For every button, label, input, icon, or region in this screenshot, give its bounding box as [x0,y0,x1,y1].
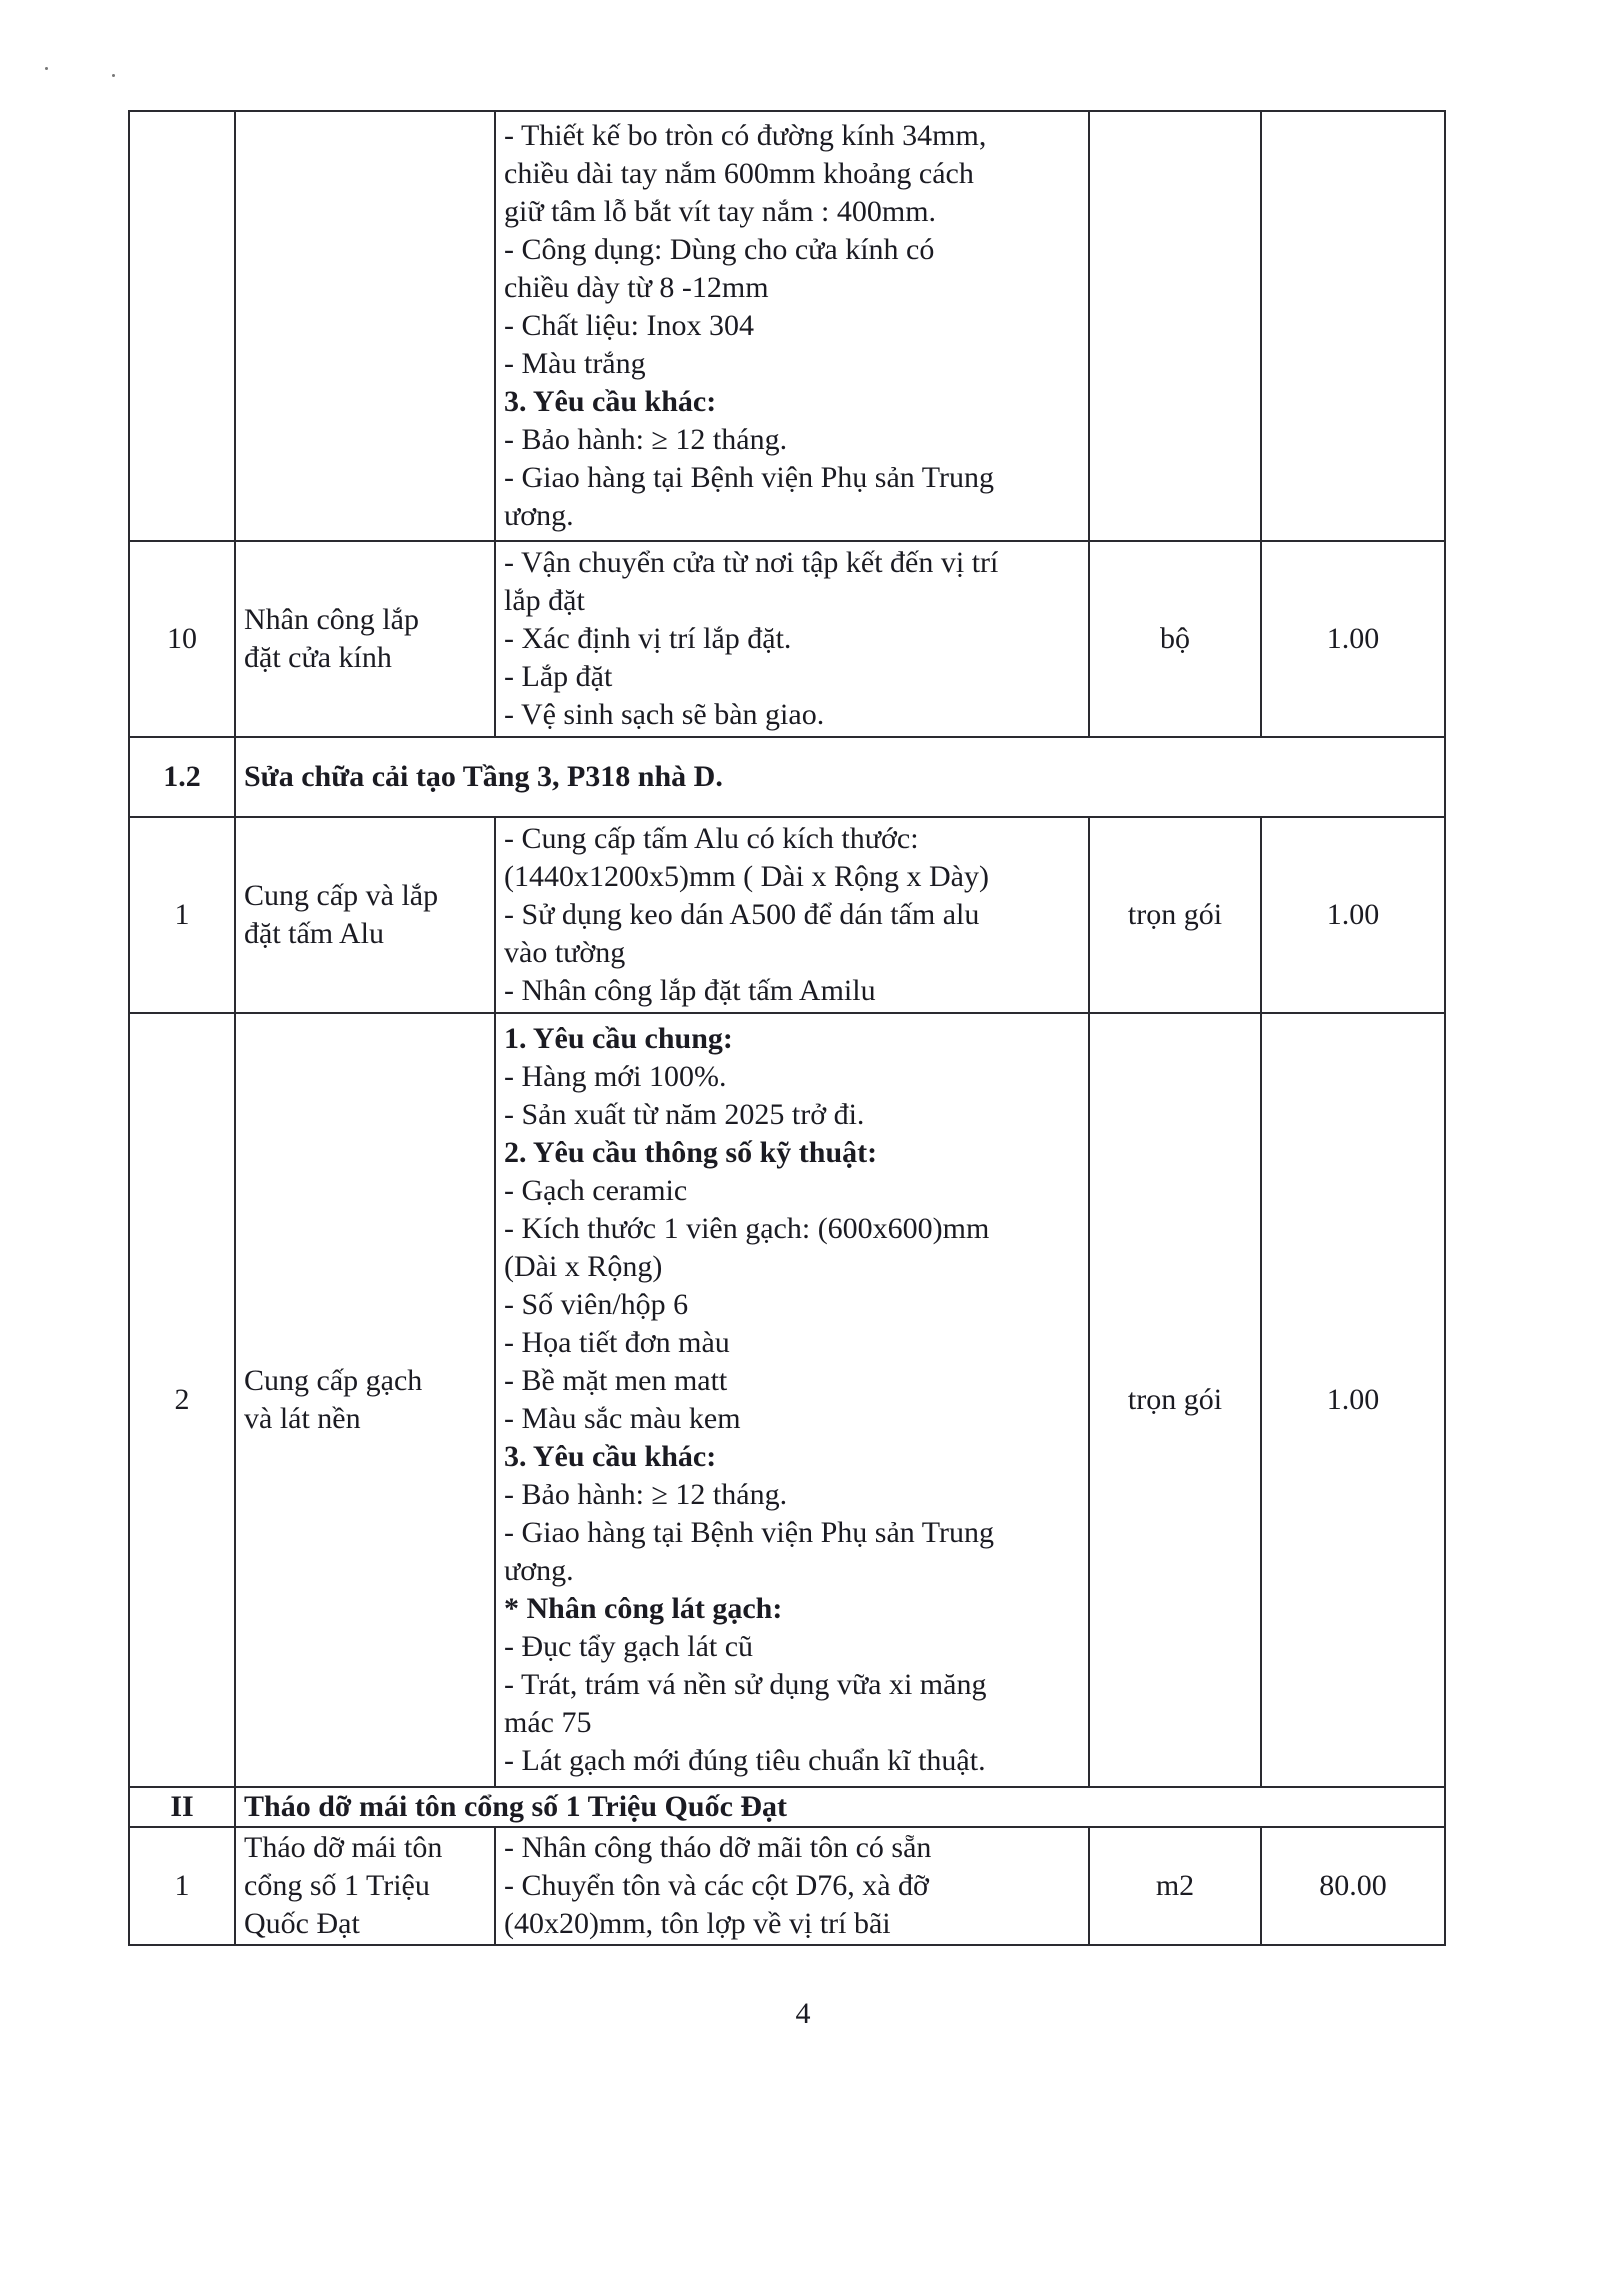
description-line: lắp đặt [504,584,585,617]
item-description [495,111,1089,541]
item-unit: m2 [1089,1827,1261,1945]
description-line: vào tường [504,936,626,969]
row-number: 10 [129,541,235,737]
item-name-line: Tháo dỡ mái tôn [244,1831,443,1864]
description-line: - Bảo hành: ≥ 12 tháng. [504,1478,788,1511]
scan-speck [112,74,115,77]
description-line: - Xác định vị trí lắp đặt. [504,622,792,655]
section-row [129,1787,1445,1827]
table-row [129,1013,1445,1787]
description-line: (Dài x Rộng) [504,1250,663,1283]
item-quantity: 1.00 [1261,541,1445,737]
description-line: - Đục tẩy gạch lát cũ [504,1630,754,1663]
description-line: - Bảo hành: ≥ 12 tháng. [504,423,788,456]
description-line: - Giao hàng tại Bệnh viện Phụ sản Trung [504,1516,994,1549]
table-row [129,817,1445,1013]
item-name-line: đặt cửa kính [244,641,392,674]
item-name [235,541,495,737]
description-line: chiều dày từ 8 -12mm [504,271,769,304]
item-description [495,1827,1089,1945]
description-line: - Chất liệu: Inox 304 [504,309,754,342]
item-quantity [1261,111,1445,541]
table-body [129,111,1445,1945]
description-line: ương. [504,1554,574,1587]
description-line: - Sử dụng keo dán A500 để dán tấm alu [504,898,980,931]
description-heading: 2. Yêu cầu thông số kỹ thuật: [504,1136,878,1169]
item-name-line: và lát nền [244,1402,361,1435]
description-line: - Số viên/hộp 6 [504,1288,689,1321]
description-line: - Bề mặt men matt [504,1364,728,1397]
description-line: - Cung cấp tấm Alu có kích thước: [504,822,919,855]
description-line: - Lát gạch mới đúng tiêu chuẩn kĩ thuật. [504,1744,986,1777]
description-line: chiều dài tay nắm 600mm khoảng cách [504,157,974,190]
scan-speck [45,67,48,70]
description-line: - Chuyển tôn và các cột D76, xà đỡ [504,1869,929,1902]
description-line: - Nhân công lắp đặt tấm Amilu [504,974,876,1007]
description-line: - Nhân công tháo dỡ mãi tôn có sẵn [504,1831,932,1864]
item-description [495,541,1089,737]
item-quantity: 1.00 [1261,1013,1445,1787]
table-row [129,111,1445,541]
item-name-line: Nhân công lắp [244,603,419,636]
item-quantity: 1.00 [1261,817,1445,1013]
item-unit: trọn gói [1089,817,1261,1013]
item-name [235,1013,495,1787]
row-number [129,111,235,541]
item-name [235,111,495,541]
item-quantity: 80.00 [1261,1827,1445,1945]
description-line: - Sản xuất từ năm 2025 trở đi. [504,1098,865,1131]
description-line: - Thiết kế bo tròn có đường kính 34mm, [504,119,987,152]
item-name-line: đặt tấm Alu [244,917,384,950]
specification-table [128,110,1446,1946]
item-unit [1089,111,1261,541]
section-number: 1.2 [129,737,235,817]
description-line: (40x20)mm, tôn lợp về vị trí bãi [504,1907,891,1940]
description-heading: 3. Yêu cầu khác: [504,1440,717,1473]
table-row [129,541,1445,737]
description-line: - Vận chuyển cửa từ nơi tập kết đến vị trí [504,546,999,579]
description-line: - Công dụng: Dùng cho cửa kính có [504,233,935,266]
item-unit: trọn gói [1089,1013,1261,1787]
row-number: 1 [129,817,235,1013]
description-line: ương. [504,499,574,532]
description-line: - Vệ sinh sạch sẽ bàn giao. [504,698,825,731]
description-line: - Hàng mới 100%. [504,1060,727,1093]
description-line: - Giao hàng tại Bệnh viện Phụ sản Trung [504,461,994,494]
description-line: - Lắp đặt [504,660,613,693]
item-name [235,817,495,1013]
section-title: Tháo dỡ mái tôn cổng số 1 Triệu Quốc Đạt [235,1787,1445,1827]
section-number: II [129,1787,235,1827]
section-row [129,737,1445,817]
description-heading: 3. Yêu cầu khác: [504,385,717,418]
description-line: - Màu sắc màu kem [504,1402,741,1435]
description-line: - Màu trắng [504,347,646,380]
item-name-line: Cung cấp gạch [244,1364,423,1397]
description-line: - Gạch ceramic [504,1174,688,1207]
description-line: (1440x1200x5)mm ( Dài x Rộng x Dày) [504,860,989,893]
item-name-line: Cung cấp và lắp [244,879,439,912]
description-line: giữ tâm lỗ bắt vít tay nắm : 400mm. [504,195,937,228]
item-name-line: cổng số 1 Triệu [244,1869,430,1902]
description-line: mác 75 [504,1706,592,1739]
description-line: - Họa tiết đơn màu [504,1326,730,1359]
item-name-line: Quốc Đạt [244,1907,360,1940]
item-unit: bộ [1089,541,1261,737]
item-description [495,817,1089,1013]
row-number: 1 [129,1827,235,1945]
item-name [235,1827,495,1945]
description-heading: * Nhân công lát gạch: [504,1592,783,1625]
description-line: - Kích thước 1 viên gạch: (600x600)mm [504,1212,990,1245]
page-number: 4 [795,1997,811,2030]
item-description [495,1013,1089,1787]
section-title: Sửa chữa cải tạo Tầng 3, P318 nhà D. [235,737,1445,817]
description-line: - Trát, trám vá nền sử dụng vữa xi măng [504,1668,987,1701]
row-number: 2 [129,1013,235,1787]
description-heading: 1. Yêu cầu chung: [504,1022,733,1055]
table-row [129,1827,1445,1945]
